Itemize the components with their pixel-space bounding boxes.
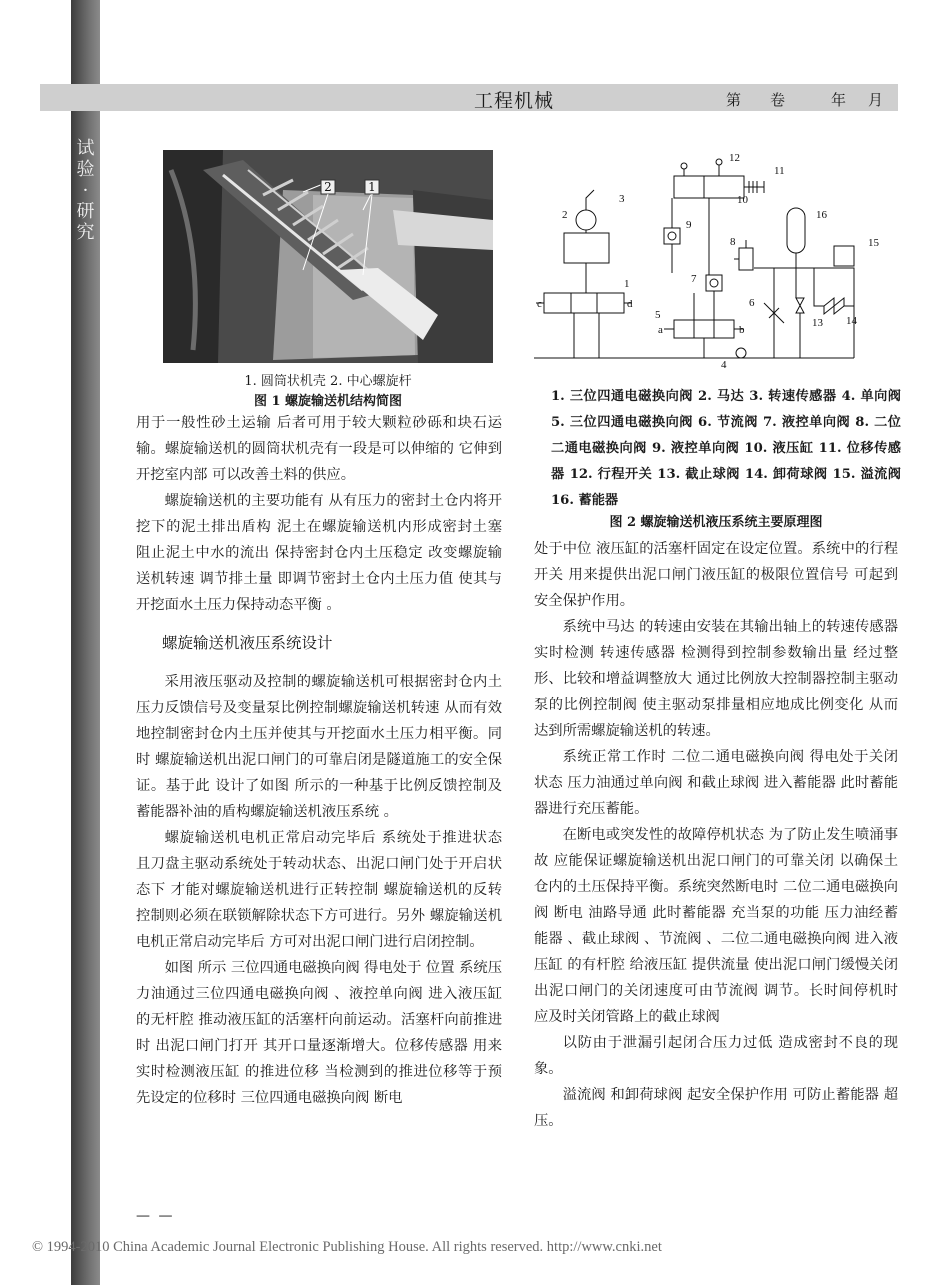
figure2-legend: 1. 三位四通电磁换向阀 2. 马达 3. 转速传感器 4. 单向阀 5. 三位四通电磁换向阀 6. 节流阀 7. 液控单向阀 8. 二位二通电磁换向阀 9. 液控单向阀 10. 液压缸 11. 位移传感器 12. 行程开关 13. 截止球阀 14. 卸荷球阀 15. 溢流阀 16. 蓄能器 <box>551 389 901 508</box>
label-2: 2 <box>562 209 568 221</box>
left-column <box>136 410 502 1111</box>
label-1: 1 <box>624 278 630 290</box>
label-3: 3 <box>619 193 625 205</box>
paragraph: 溢流阀 和卸荷球阀 起安全保护作用 可防止蓄能器 超压。 <box>534 1087 898 1129</box>
valve-8 <box>739 248 753 270</box>
figure1-label-2: 2 <box>324 180 332 194</box>
relief-valve-15 <box>834 246 854 266</box>
figure1-label-1: 1 <box>368 180 376 194</box>
paragraph: 系统正常工作时 二位二通电磁换向阀 得电处于关闭状态 压力油通过单向阀 和截止球阀 进入蓄能器 此时蓄能器进行充压蓄能。 <box>534 749 898 817</box>
label-11: 11 <box>774 165 785 177</box>
paragraph: 如图 所示 三位四通电磁换向阀 得电处于 位置 系统压力油通过三位四通电磁换向阀 、液控单向阀 进入液压缸 的无杆腔 推动液压缸的活塞杆向前运动。活塞杆向前推进时 出泥口闸门打开 其开口量逐渐增大。位移传感器 用来实时检测液压缸 的推进位移 当检测到的推进位移等于预先设定的位移时 三位四通电磁换向阀 断电 <box>136 960 502 1106</box>
motor-2 <box>576 210 596 230</box>
label-c: c <box>537 298 542 310</box>
hydraulic-schematic <box>534 148 898 380</box>
page-number-dash: — — <box>136 1208 175 1224</box>
limit-switch-12 <box>716 159 722 165</box>
label-9: 9 <box>686 219 692 231</box>
label-8: 8 <box>730 236 736 248</box>
check-valve-4 <box>736 348 746 358</box>
paragraph: 用于一般性砂土运输 后者可用于较大颗粒砂砾和块石运输。螺旋输送机的圆筒状机壳有一段是可以伸缩的 它伸到开挖室内部 可以改善土料的供应。 <box>136 415 502 483</box>
section-side-label <box>71 138 100 243</box>
figure1-parts: 1. 圆筒状机壳 2. 中心螺旋杆 <box>244 374 412 389</box>
side-label-char: 试 <box>76 138 95 159</box>
figure2-caption: 图 2 螺旋输送机液压系统主要原理图 <box>609 515 823 530</box>
paragraph: 系统中马达 的转速由安装在其输出轴上的转速传感器 实时检测 转速传感器 检测得到控制参数输出量 经过整形、比较和增益调整放大 通过比例放大控制器控制主驱动泵的比例控制阀 使主驱动泵排量相应地成比例变化 从而达到所需螺旋输送机的转速。 <box>534 619 898 739</box>
side-label-char: 研 <box>76 201 95 222</box>
label-7: 7 <box>691 273 697 285</box>
label-4: 4 <box>721 359 727 371</box>
valve-1 <box>544 293 624 313</box>
year-label: 年 <box>831 91 847 109</box>
label-10: 10 <box>737 194 748 206</box>
journal-title: 工程机械 <box>474 90 555 112</box>
label-6: 6 <box>749 297 755 309</box>
month-label: 月 <box>868 91 884 109</box>
label-d: d <box>627 298 633 310</box>
paragraph: 螺旋输送机的主要功能有 从有压力的密封土仓内将开挖下的泥土排出盾构 泥土在螺旋输送机内形成密封土塞 阻止泥土中水的流出 保持密封仓内土压稳定 改变螺旋输送机转速 调节排土量 即调节密封土仓内土压力值 使其与开挖面水土压力保持动态平衡 。 <box>136 493 502 613</box>
volume-label: 第 <box>726 91 742 109</box>
unload-valve-14 <box>824 298 844 314</box>
label-14: 14 <box>846 315 857 327</box>
label-13: 13 <box>812 317 823 329</box>
figure2-hydraulic-diagram <box>534 148 898 380</box>
accumulator-16 <box>787 208 805 253</box>
label-a: a <box>658 324 663 336</box>
issue-label: 卷 <box>770 91 786 109</box>
cylinder-10 <box>674 176 744 198</box>
right-column <box>534 536 898 1134</box>
label-12: 12 <box>729 152 740 164</box>
label-b: b <box>739 324 745 336</box>
paragraph: 螺旋输送机电机正常启动完毕后 系统处于推进状态 且刀盘主驱动系统处于转动状态、出泥口闸门处于开启状态下 才能对螺旋输送机进行正转控制 螺旋输送机的反转控制则必须在联锁解除状态下方可进行。另外 螺旋输送机电机正常启动完毕后 方可对出泥口闸门进行启闭控制。 <box>136 830 502 950</box>
paragraph: 采用液压驱动及控制的螺旋输送机可根据密封仓内土压力反馈信号及变量泵比例控制螺旋输送机转速 从而有效地控制密封仓内土压并使其与开挖面水土压力相平衡。同时 螺旋输送机出泥口闸门的可靠启闭是隧道施工的安全保证。基于此 设计了如图 所示的一种基于比例反馈控制及蓄能器补油的盾构螺旋输送机液压系统 。 <box>136 674 502 820</box>
ball-valve-13 <box>796 298 804 313</box>
figure1-photo <box>163 150 493 363</box>
label-15: 15 <box>868 237 879 249</box>
copyright-footer: © 1994-2010 China Academic Journal Electronic Publishing House. All rights reserved. http://www.cnki.net <box>32 1239 662 1255</box>
label-5: 5 <box>655 309 661 321</box>
label-16: 16 <box>816 209 827 221</box>
valve-5 <box>674 320 734 338</box>
section-heading: 螺旋输送机液压系统设计 <box>162 634 333 652</box>
paragraph: 以防由于泄漏引起闭合压力过低 造成密封不良的现象。 <box>534 1035 898 1077</box>
side-label-char: · <box>82 180 89 201</box>
paragraph: 处于中位 液压缸的活塞杆固定在设定位置。系统中的行程开关 用来提供出泥口闸门液压缸的极限位置信号 可起到安全保护作用。 <box>534 541 898 609</box>
check-valve-7 <box>706 275 722 291</box>
side-label-char: 验 <box>76 159 95 180</box>
screw-conveyor-photo <box>163 150 493 363</box>
check-valve-9 <box>664 228 680 244</box>
side-label-char: 究 <box>76 222 95 243</box>
paragraph: 在断电或突发性的故障停机状态 为了防止发生喷涌事故 应能保证螺旋输送机出泥口闸门的可靠关闭 以确保土仓内的土压保持平衡。系统突然断电时 二位二通电磁换向阀 断电 油路导通 此时蓄能器 充当泵的功能 压力油经蓄能器 、截止球阀 、节流阀 、二位二通电磁换向阀 进入液压缸 的有杆腔 给液压缸 提供流量 使出泥口闸门缓慢关闭 出泥口闸门的关闭速度可由节流阀 调节。长时间停机时 应及时关闭管路上的截止球阀 <box>534 827 898 1025</box>
figure1-caption: 图 1 螺旋输送机结构简图 <box>253 394 403 409</box>
